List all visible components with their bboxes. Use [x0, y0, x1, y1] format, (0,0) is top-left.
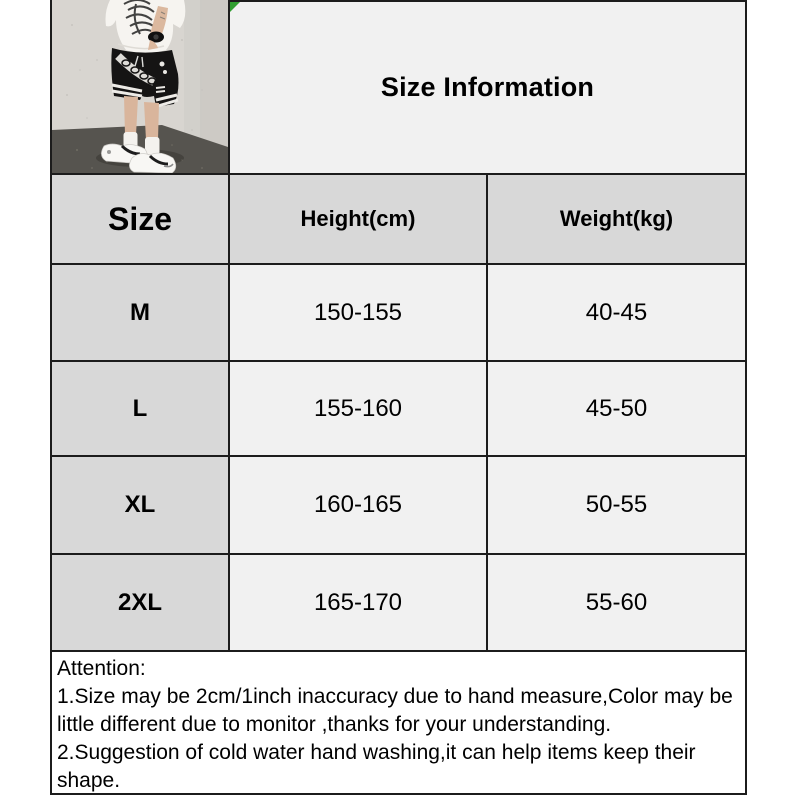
size-label-xl: XL	[52, 457, 230, 555]
product-photo-cell	[52, 0, 230, 175]
weight-value-m: 40-45	[488, 265, 747, 362]
height-value-xl: 160-165	[230, 457, 488, 555]
size-label-l: L	[52, 362, 230, 457]
height-value-2xl: 165-170	[230, 555, 488, 652]
height-value-m: 150-155	[230, 265, 488, 362]
size-label-2xl: 2XL	[52, 555, 230, 652]
weight-value-l: 45-50	[488, 362, 747, 457]
product-photo	[52, 0, 228, 173]
col-header-size: Size	[52, 175, 230, 265]
green-corner-marker-icon	[230, 2, 240, 12]
attention-note-1: 1.Size may be 2cm/1inch inaccuracy due to hand measure,Color may be little different due to monitor ,thanks for your understanding.	[57, 685, 733, 736]
weight-value-2xl: 55-60	[488, 555, 747, 652]
size-table	[50, 0, 747, 795]
attention-box	[52, 652, 747, 795]
page-title: Size Information	[380, 72, 595, 102]
col-header-weight: Weight(kg)	[488, 175, 747, 265]
size-info-title-cell	[230, 0, 747, 175]
weight-value-xl: 50-55	[488, 457, 747, 555]
attention-note-2: 2.Suggestion of cold water hand washing,it can help items keep their shape.	[57, 741, 696, 792]
attention-heading: Attention:	[57, 657, 146, 680]
col-header-height: Height(cm)	[230, 175, 488, 265]
height-value-l: 155-160	[230, 362, 488, 457]
size-label-m: M	[52, 265, 230, 362]
